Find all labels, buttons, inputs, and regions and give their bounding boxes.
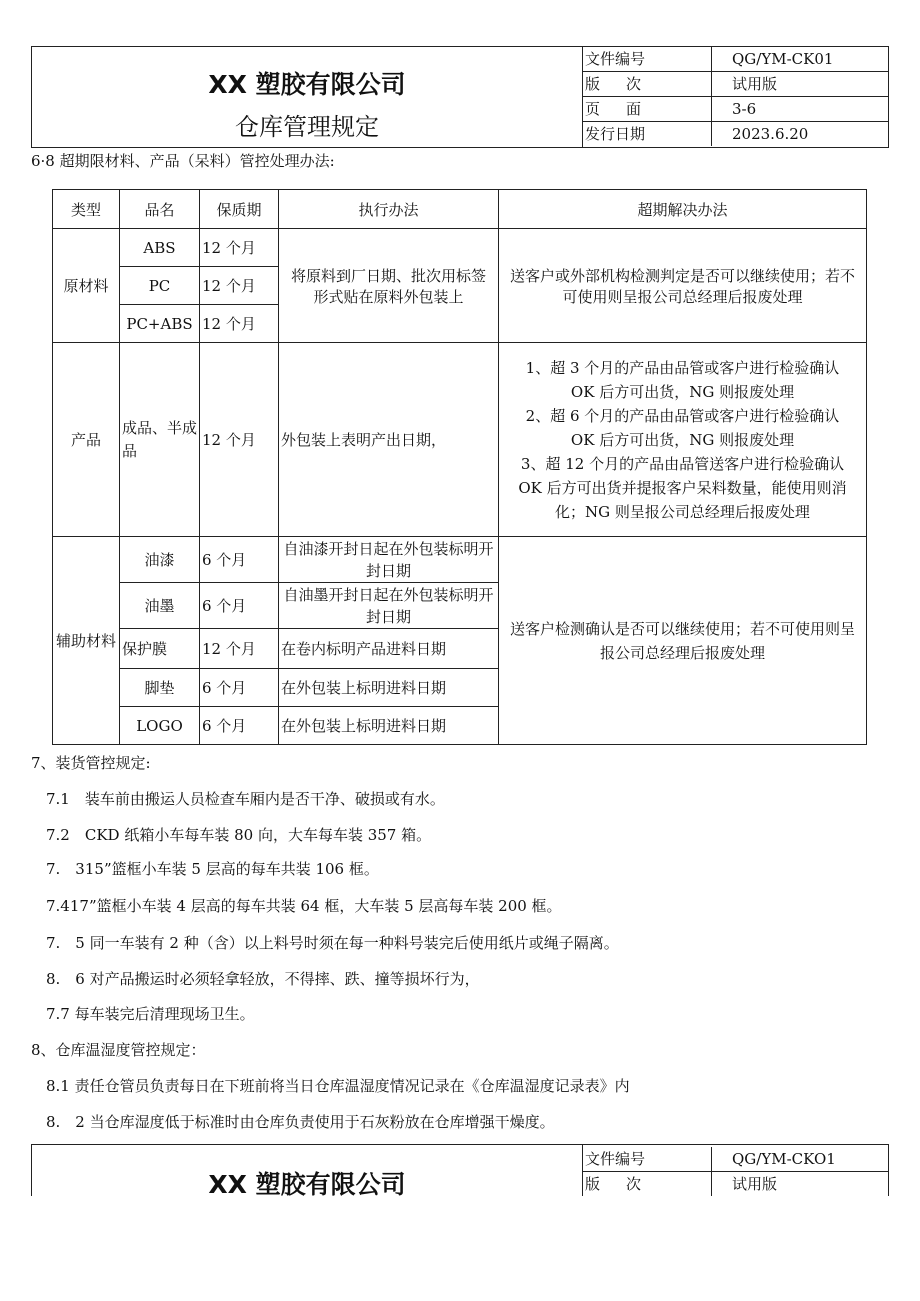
item-name: PC: [120, 267, 200, 305]
header-row-version: [582, 72, 888, 97]
table-row: [53, 537, 867, 583]
shelf-life-table: [52, 189, 867, 745]
col-header: 保质期: [200, 190, 279, 229]
header-row-issue-date: [582, 122, 888, 146]
item-period: 12 个月: [200, 629, 279, 669]
header-row-version: [582, 1172, 888, 1196]
header-label: 文件编号: [585, 47, 712, 71]
table-header-row: [53, 190, 867, 229]
list-item: 8. 6 对产品搬运时必须轻拿轻放，不得摔、跌、撞等损坏行为，: [46, 970, 480, 988]
solution-line: 3、超 12 个月的产品由品管送客户进行检验确认: [520, 454, 845, 473]
item-name: 成品、半成品: [120, 343, 200, 537]
header-row-doc-no: [582, 1147, 888, 1172]
method-cell: 将原料到厂日期、批次用标签形式贴在原料外包装上: [279, 229, 499, 343]
method-cell: 在外包装上标明进料日期: [279, 669, 499, 707]
item-period: 6 个月: [200, 583, 279, 629]
solution-line: 2、超 6 个月的产品由品管或客户进行检验确认: [525, 406, 840, 425]
list-item: 7.2 CKD 纸箱小车每车装 80 向，大车每车装 357 箱。: [46, 826, 432, 844]
item-period: 12 个月: [200, 229, 279, 267]
document-header-next-page: [31, 1144, 889, 1199]
document-title: 仓库管理规定: [235, 113, 379, 141]
solution-cell: [499, 343, 867, 537]
header-value: 2023.6.20: [732, 125, 809, 143]
header-value: 试用版: [732, 1175, 778, 1193]
item-period: 6 个月: [200, 707, 279, 745]
solution-cell: 送客户或外部机构检测判定是否可以继续使用；若不可使用则呈报公司总经理后报废处理: [499, 229, 867, 343]
item-name: 油墨: [120, 583, 200, 629]
document-header: [31, 46, 889, 148]
header-value: 3-6: [732, 100, 757, 118]
header-label: 版次: [585, 72, 712, 96]
item-period: 6 个月: [200, 669, 279, 707]
method-cell: 自油漆开封日起在外包装标明开封日期: [279, 537, 499, 583]
solution-line: 1、超 3 个月的产品由品管或客户进行检验确认: [525, 358, 840, 377]
item-period: 12 个月: [200, 305, 279, 343]
section-7-title: 7、装货管控规定:: [31, 754, 151, 772]
list-item: 7.7 每车装完后清理现场卫生。: [46, 1005, 255, 1023]
section-8-title: 8、仓库温湿度管控规定：: [31, 1041, 206, 1059]
method-cell: 自油墨开封日起在外包装标明开封日期: [279, 583, 499, 629]
list-item: 7. 5 同一车装有 2 种（含）以上料号时须在每一种料号装完后使用纸片或绳子隔离。: [46, 934, 619, 952]
list-item: 7.1 装车前由搬运人员检查车厢内是否干净、破损或有水。: [46, 790, 445, 808]
list-item: 7. 315”篮框小车装 5 层高的每车共装 106 框。: [46, 860, 379, 878]
solution-line: OK 后方可出货并提报客户呆料数量，能使用则消: [518, 478, 847, 497]
table-row: [53, 229, 867, 267]
item-name: PC+ABS: [120, 305, 200, 343]
header-label: 文件编号: [585, 1147, 712, 1171]
header-title-cell: [32, 1145, 583, 1199]
method-cell: 外包装上表明产出日期，: [279, 343, 499, 537]
solution-line: 化；NG 则呈报公司总经理后报废处理: [555, 502, 810, 521]
item-name: 脚垫: [120, 669, 200, 707]
header-row-page: [582, 97, 888, 122]
item-period: 12 个月: [200, 267, 279, 305]
list-item: 7.417”篮框小车装 4 层高的每车共装 64 框，大车装 5 层高每车装 200 框。: [46, 897, 562, 915]
header-label: 发行日期: [585, 122, 712, 146]
solution-line: OK 后方可出货，NG 则报废处理: [570, 430, 795, 449]
method-cell: 在外包装上标明进料日期: [279, 707, 499, 745]
col-header: 执行办法: [279, 190, 499, 229]
header-value: 试用版: [732, 75, 778, 93]
header-row-doc-no: [582, 47, 888, 72]
header-value: QG/YM-CKO1: [732, 1150, 836, 1168]
header-label: 页面: [585, 97, 712, 121]
col-header: 类型: [53, 190, 120, 229]
type-cell: 产品: [53, 343, 120, 537]
header-value: QG/YM-CK01: [732, 50, 834, 68]
item-period: 12 个月: [200, 343, 279, 537]
table-row: [53, 343, 867, 537]
item-name: 油漆: [120, 537, 200, 583]
header-label: 版次: [585, 1172, 712, 1196]
item-name: 保护膜: [120, 629, 200, 669]
item-name: ABS: [120, 229, 200, 267]
item-name: LOGO: [120, 707, 200, 745]
company-name: XX 塑胶有限公司: [208, 1170, 406, 1199]
item-period: 6 个月: [200, 537, 279, 583]
header-title-cell: [32, 47, 583, 147]
list-item: 8. 2 当仓库湿度低于标准时由仓库负责使用于石灰粉放在仓库增强干燥度。: [46, 1113, 555, 1131]
solution-line: OK 后方可出货，NG 则报废处理: [570, 382, 795, 401]
type-cell: 辅助材料: [53, 537, 120, 745]
solution-cell: 送客户检测确认是否可以继续使用；若不可使用则呈报公司总经理后报废处理: [499, 537, 867, 745]
list-item: 8.1 责任仓管员负责每日在下班前将当日仓库温湿度情况记录在《仓库温湿度记录表》内: [46, 1077, 630, 1095]
col-header: 品名: [120, 190, 200, 229]
section-6-8-title: 6·8 超期限材料、产品（呆料）管控处理办法:: [31, 152, 335, 170]
col-header: 超期解决办法: [499, 190, 867, 229]
type-cell: 原材料: [53, 229, 120, 343]
method-cell: 在卷内标明产品进料日期: [279, 629, 499, 669]
company-name: XX 塑胶有限公司: [208, 70, 406, 99]
